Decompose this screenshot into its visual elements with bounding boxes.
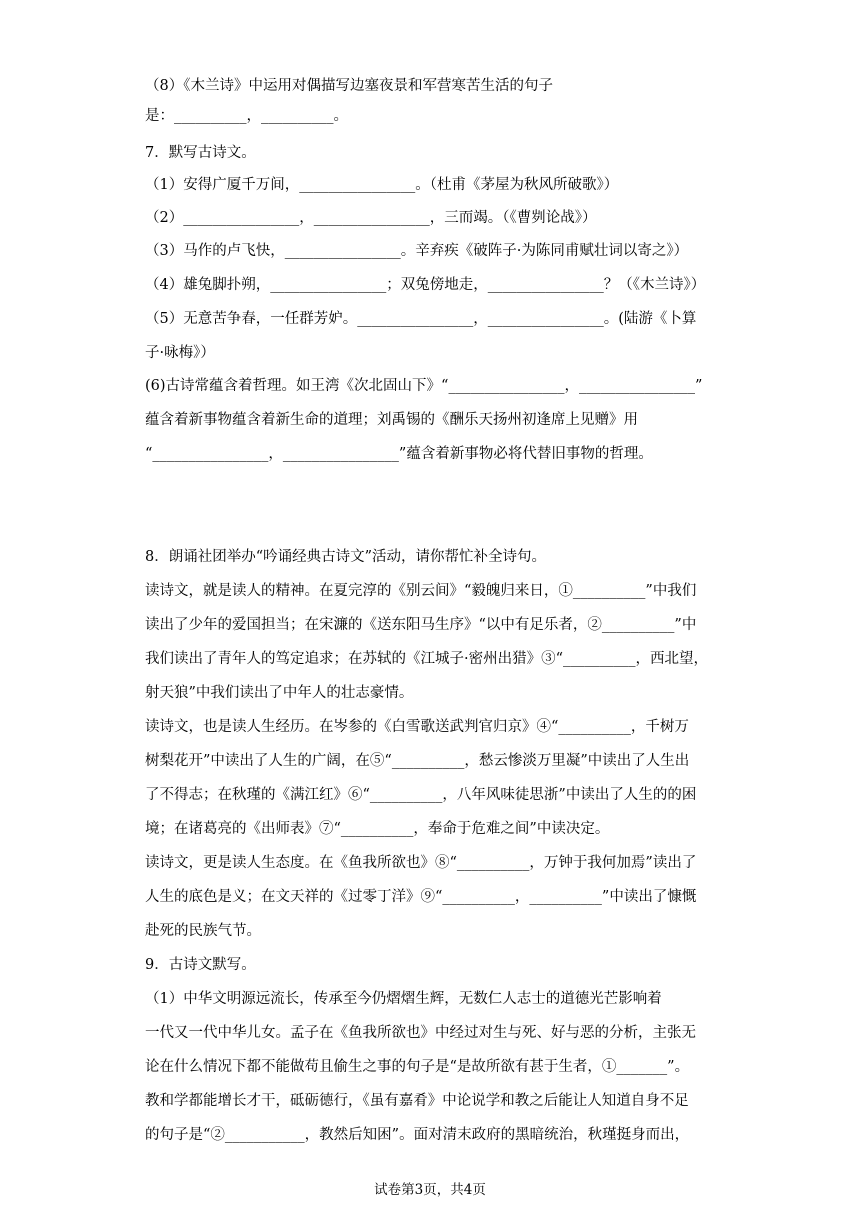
text-line: 读诗文，也是读人生经历。在岑参的《白雪歌送武判官归京》④“__________，千树万: [145, 719, 689, 735]
text-line: （4）雄兔脚扑朔，________________；双兔傍地走，________________？（《木兰诗》）: [145, 277, 706, 293]
text-line: 读诗文，更是读人生态度。在《鱼我所欲也》⑧“__________，万钟于我何加焉”读出了: [145, 855, 697, 871]
text-line: 一代又一代中华儿女。孟子在《鱼我所欲也》中经过对生与死、好与恶的分析，主张无: [145, 1025, 696, 1041]
text-line: “________________，________________”蕴含着新事物必将代替旧事物的哲理。: [145, 446, 653, 462]
text-line: (6)古诗常蕴含着哲理。如王湾《次北固山下》“________________，________________”: [145, 378, 703, 394]
text-line: （1）安得广厦千万间，________________。（杜甫《茅屋为秋风所破歌》）: [145, 177, 619, 193]
text-line: 境；在诸葛亮的《出师表》⑦“__________，奉命于危难之间”中读决定。: [145, 821, 610, 837]
text-line: 读出了少年的爱国担当；在宋濂的《送东阳马生序》“以中有足乐者，②__________”中: [145, 617, 697, 633]
text-line: 蕴含着新事物蕴含着新生命的道理；刘禹锡的《酬乐天扬州初逢席上见赠》用: [145, 412, 638, 428]
text-line: 赴死的民族气节。: [145, 923, 261, 939]
text-line: （2）________________，________________，三而竭。（《曹刿论战》）: [145, 210, 597, 226]
text-line: 读诗文，就是读人的精神。在夏完淳的《别云间》“毅魄归来日，①__________”中我们: [145, 583, 697, 599]
question-7-heading: 7．默写古诗文。: [145, 145, 256, 161]
text-line: 教和学都能增长才干，砥砺德行，《虽有嘉肴》中论说学和教之后能让人知道自身不足: [145, 1093, 689, 1109]
page-footer: 试卷第3页，共4页: [374, 1182, 486, 1198]
text-line: 子·咏梅》）: [145, 345, 215, 361]
text-line: （8）《木兰诗》中运用对偶描写边塞夜景和军营寒苦生活的句子: [145, 78, 553, 94]
text-line: （1）中华文明源远流长，传承至今仍熠熠生辉，无数仁人志士的道德光芒影响着: [145, 991, 662, 1007]
text-line: 我们读出了青年人的笃定追求；在苏轼的《江城子·密州出猎》③“__________，西北望，: [145, 651, 709, 667]
text-line: 射天狼”中我们读出了中年人的壮志豪情。: [145, 685, 414, 701]
text-line: （3）马作的卢飞快，________________。辛弃疾《破阵子·为陈同甫赋壮词以寄之》）: [145, 243, 689, 259]
text-line: （5）无意苦争春，一任群芳妒。________________，________________。(陆游《卜算: [145, 311, 697, 327]
text-line: 了不得志；在秋瑾的《满江红》⑥“__________，八年风味徒思浙”中读出了人生的的困: [145, 787, 697, 803]
question-9-heading: 9．古诗文默写。: [145, 957, 256, 973]
question-8-heading: 8．朗诵社团举办“吟诵经典古诗文”活动，请你帮忙补全诗句。: [145, 549, 547, 565]
text-line: 论在什么情况下都不能做苟且偷生之事的句子是“是故所欲有甚于生者，①_______”。: [145, 1059, 690, 1075]
text-line: 是：__________，__________。: [145, 108, 348, 124]
text-line: 人生的底色是义；在文天祥的《过零丁洋》⑨“__________，__________”中读出了慷慨: [145, 889, 697, 905]
text-line: 树梨花开”中读出了人生的广阔，在⑤“__________，愁云惨淡万里凝”中读出了人生出: [145, 753, 690, 769]
text-line: 的句子是“②___________，教然后知困”。面对清末政府的黑暗统治，秋瑾挺身而出，: [145, 1127, 690, 1143]
